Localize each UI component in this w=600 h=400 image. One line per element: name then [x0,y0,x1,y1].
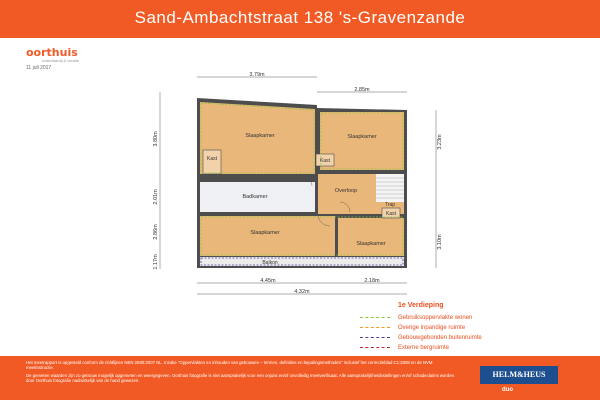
label-kast-3: Kast [385,211,397,217]
logo-tagline: makelaardij & taxatie [42,58,80,63]
legend-swatch-inpandig [360,327,390,328]
legend [360,302,580,353]
legend-item-buitenruimte [360,333,580,342]
dim-bottom-2: 2.18m [364,278,380,284]
disclaimer-text-1: Het meetrapport is opgesteld conform de richtlijnen NEN 2580:2007 NL. Inzake "Oppervlakten en inhouden van gebouwen – termen, definities en bepalingsmethoden" inclusief het correctieblad C1:2008 en de NVM meetinstructie. [26,360,433,371]
legend-title: 1e Verdieping [398,302,444,309]
label-slaapkamer-1: Slaapkamer [245,133,275,139]
logo-name: oorthuis [26,46,78,59]
legend-item-wonen [360,313,580,322]
legend-label-wonen: Gebruiksoppervlakte wonen [398,314,473,321]
label-trap: Trap [384,202,396,208]
dim-bottom-total: 4.32m [294,289,310,295]
label-balkon: Balkon [262,260,278,266]
document-date: 11 juli 2017 [26,65,52,71]
brand-logo: HELM&HEUS [480,366,558,384]
label-badkamer: Badkamer [242,194,268,200]
room-slaapkamer-4 [338,218,404,256]
page-title: Sand-Ambachtstraat 138 's-Gravenzande [134,8,466,27]
room-kast-1 [203,150,221,174]
label-overloop: Overloop [334,188,358,194]
legend-swatch-wonen [360,317,390,318]
dim-right-1: 3.23m [437,134,443,150]
legend-label-bergruimte: Externe bergruimte [398,344,450,351]
legend-swatch-bergruimte [360,347,390,348]
disclaimer [26,360,456,386]
dim-left-1: 3.80m [153,131,159,147]
floorplan [150,72,450,302]
dim-top-left: 3.79m [249,72,265,78]
company-logo [26,46,79,63]
legend-item-inpandig [360,323,580,332]
legend-label-buitenruimte: Gebouwgebonden buitenruimte [398,334,482,341]
label-kast-1: Kast [206,156,218,162]
dim-left-2: 2.01m [153,189,159,205]
legend-item-bergruimte [360,343,580,352]
legend-swatch-buitenruimte [360,337,390,338]
dim-left-4: 1.17m [153,254,159,270]
disclaimer-text-2: De gemeten waarden zijn zo getrouw mogelijk opgemeten en weergegeven. Oorthuis fotografie is niet aansprakelijk voor een onjuist en/of onvolledig meetverificaat. Alle aansprakelijkheidsstellingen en/of schadeclaims worden door Oorthuis fotografie nadrukkelijk van de hand gewezen. [26,372,455,384]
brand-sub-logo: duo [502,387,513,393]
dim-left-3: 2.86m [153,224,159,240]
dim-right-2: 3.10m [437,234,443,250]
legend-label-inpandig: Overige inpandige ruimte [398,324,466,331]
footer-bar [0,356,600,400]
label-slaapkamer-2: Slaapkamer [347,134,377,140]
room-slaapkamer-3 [200,216,335,256]
header-bar [0,0,600,38]
dim-top-right: 2.85m [354,87,370,93]
label-slaapkamer-4: Slaapkamer [356,241,386,247]
dim-bottom-1: 4.45m [260,278,276,284]
label-kast-2: Kast [319,158,331,164]
label-slaapkamer-3: Slaapkamer [250,230,280,236]
